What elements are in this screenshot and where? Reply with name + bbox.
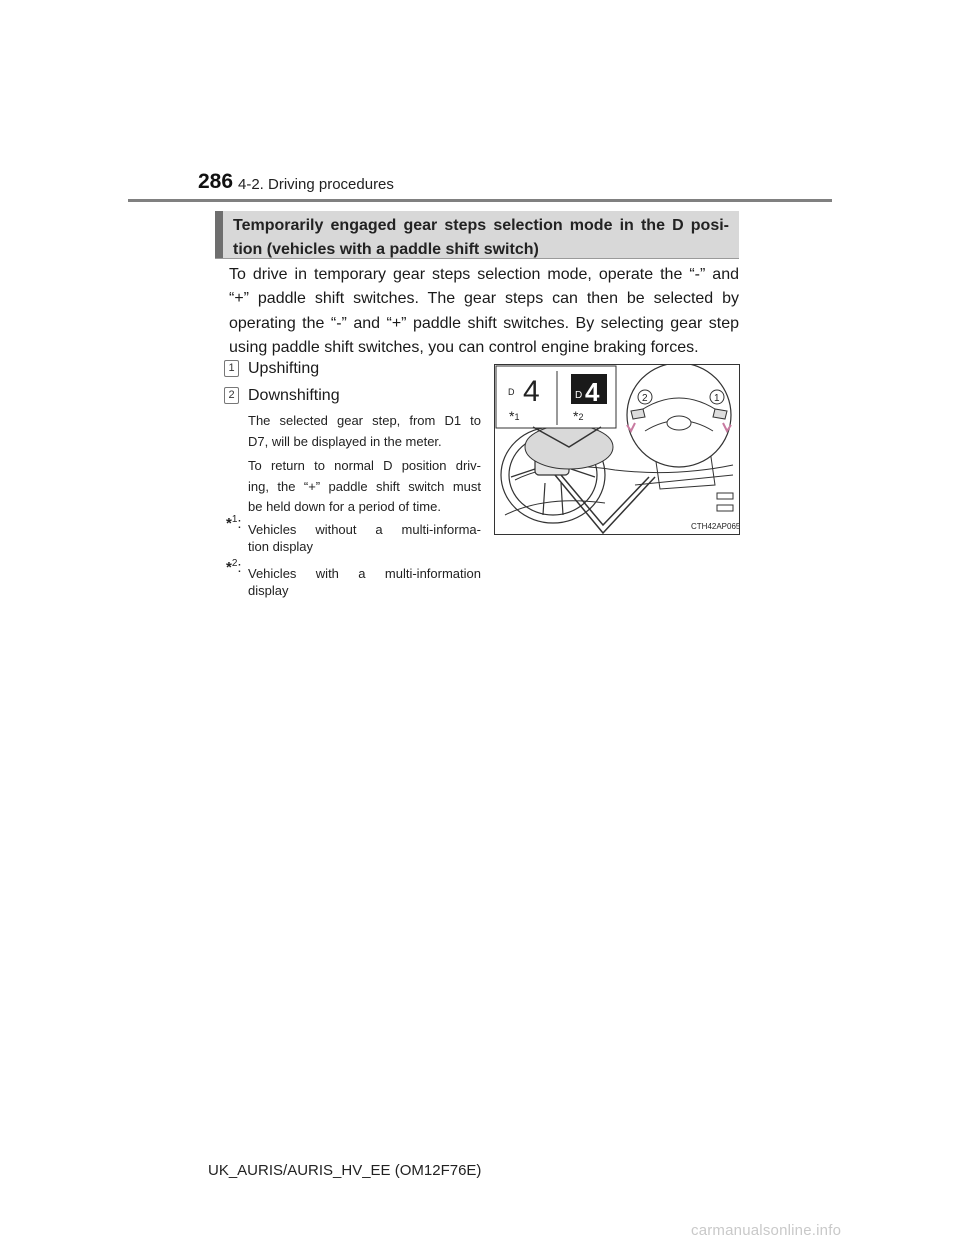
note-line: be held down for a period of time. bbox=[248, 499, 441, 514]
title-underline bbox=[215, 258, 739, 259]
step-label-upshifting: Upshifting bbox=[248, 360, 320, 377]
illustration-code: CTH42AP065 bbox=[691, 522, 739, 531]
illustration-mark-1: *1 bbox=[509, 408, 520, 424]
section-title: 4-2. Driving procedures bbox=[238, 176, 394, 193]
topic-title-line-2: tion (vehicles with a paddle shift switch) bbox=[233, 241, 539, 258]
footnote-text-2: Vehicles with a multi-information display bbox=[248, 566, 481, 598]
body-line: operating the “-” and “+” paddle shift switches. By selecting gear step bbox=[229, 314, 739, 332]
footnote-marker-1: *$^1$: bbox=[226, 514, 242, 532]
note-line: To return to normal D position driv- bbox=[248, 458, 481, 473]
gear-digit-plain: 4 bbox=[523, 375, 540, 408]
step-label-downshifting: Downshifting bbox=[248, 387, 340, 404]
manual-code-footer: UK_AURIS/AURIS_HV_EE (OM12F76E) bbox=[208, 1162, 482, 1179]
note-gear-display bbox=[248, 411, 481, 452]
note-line: D7, will be displayed in the meter. bbox=[248, 433, 442, 449]
illustration-mark-2: *2 bbox=[573, 408, 584, 424]
gear-letter-plain: D bbox=[508, 387, 515, 397]
gear-digit-inverse: 4 bbox=[585, 377, 600, 407]
paddle-zoom-circle bbox=[627, 365, 731, 467]
footnote-marker-2: *$^2$: bbox=[226, 558, 242, 576]
gear-display-inset bbox=[496, 366, 616, 428]
watermark: carmanualsonline.info bbox=[691, 1222, 842, 1239]
body-line: “+” paddle shift switches. The gear steps can then be selected by bbox=[229, 290, 739, 308]
note-line: The selected gear step, from D1 to bbox=[248, 413, 481, 428]
gear-letter-inverse: D bbox=[575, 390, 583, 401]
body-line: To drive in temporary gear steps selection mode, operate the “-” and bbox=[229, 266, 739, 283]
illustration-drawing bbox=[495, 365, 739, 534]
note-return-normal bbox=[248, 456, 481, 518]
step-number-badge: 1 bbox=[224, 360, 239, 377]
callout-2: 2 bbox=[642, 393, 648, 404]
page-number: 286 bbox=[198, 170, 234, 193]
header-divider bbox=[128, 199, 832, 202]
callout-1: 1 bbox=[714, 393, 720, 404]
note-line: ing, the “+” paddle shift switch must bbox=[248, 478, 481, 494]
paddle-shift-illustration bbox=[494, 364, 740, 535]
body-paragraph bbox=[229, 263, 739, 360]
body-line: using paddle shift switches, you can control engine braking forces. bbox=[229, 338, 699, 356]
topic-title-line-1: Temporarily engaged gear steps selection mode in the D posi- bbox=[233, 217, 729, 234]
step-number-badge: 2 bbox=[224, 387, 239, 404]
footnote-text-1: Vehicles without a multi-informa- tion display bbox=[248, 522, 481, 554]
topic-title-box bbox=[215, 211, 739, 259]
